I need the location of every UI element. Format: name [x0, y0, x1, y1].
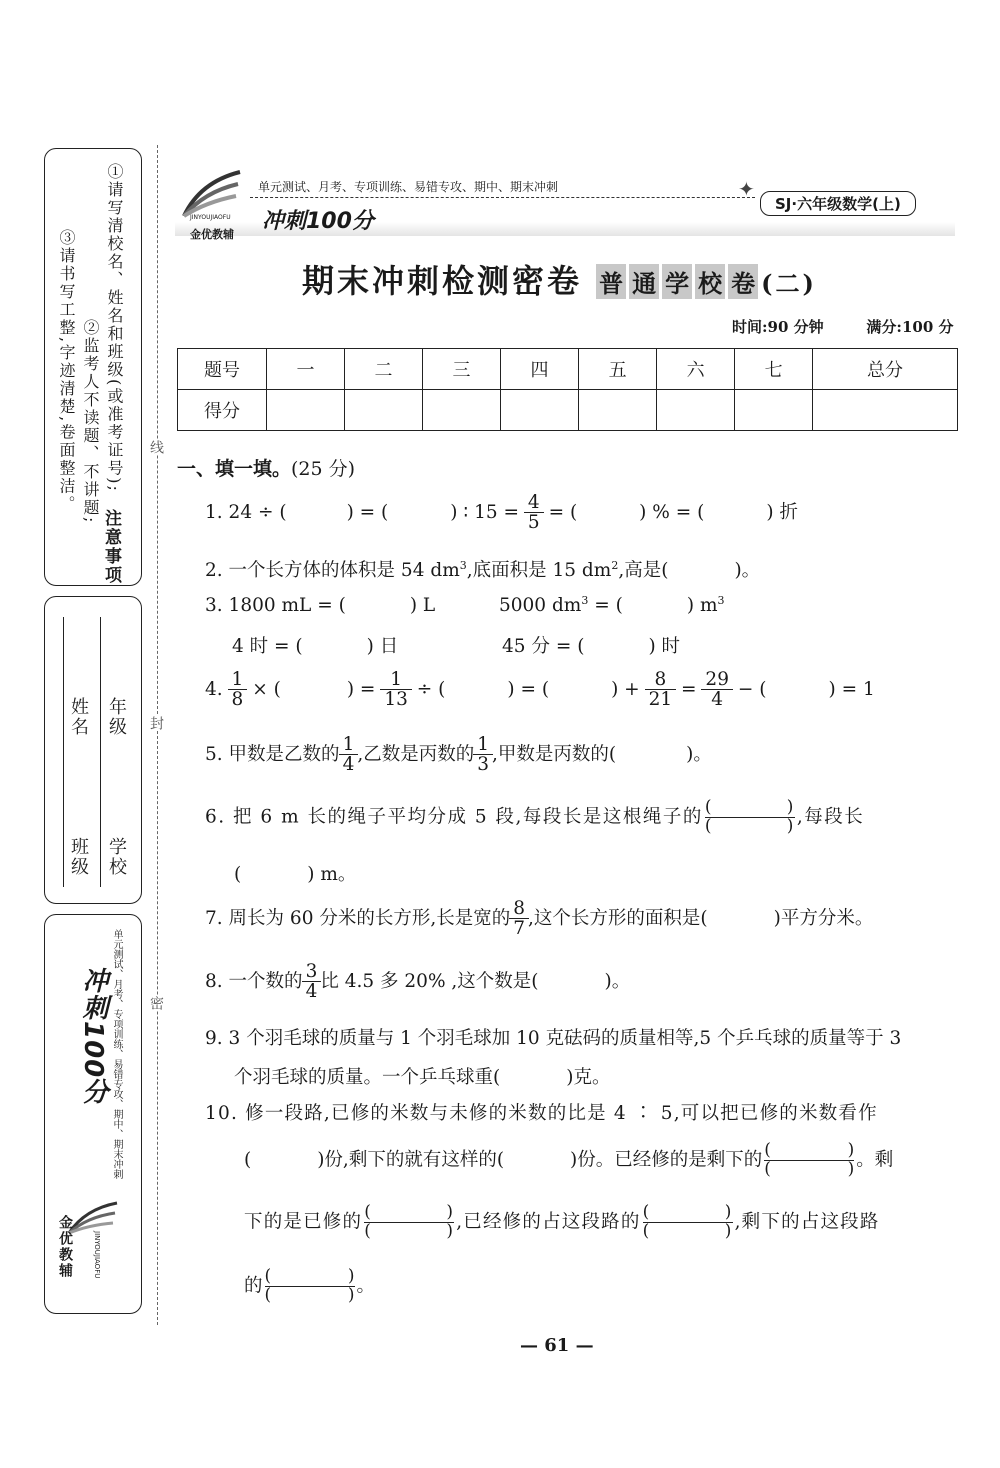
- q-text: ,这个长方形的面积是(: [528, 907, 708, 929]
- q-text: ) L: [409, 595, 436, 617]
- q-text: ,乙数是丙数的: [357, 743, 475, 765]
- q-text: 把 6 m 长的绳子平均分成 5 段,每段长是这根绳子的: [233, 806, 703, 828]
- notice-line-2: ②监考人不读题、不讲题;: [81, 319, 100, 525]
- fraction: $\frac{4}{5}$: [526, 493, 542, 533]
- q-text: = (: [594, 595, 623, 617]
- q-text: (: [244, 1149, 252, 1171]
- section-heading: [177, 454, 355, 481]
- q-text: ) ∶ 15 =: [450, 501, 519, 523]
- score-header-cell: 一: [267, 349, 345, 390]
- q-text: )份。已经修的是剩下的: [570, 1149, 763, 1171]
- title-suffix: (二): [761, 269, 817, 298]
- q-text: ,每段长: [796, 806, 865, 828]
- q-text: ) 折: [766, 501, 798, 523]
- q-text: 的: [244, 1275, 263, 1297]
- score-header-cell: 题号: [178, 349, 267, 390]
- q-text: 。剩: [856, 1149, 894, 1171]
- header-publisher-pinyin: JINYOUJIAOFU: [190, 214, 231, 221]
- fraction: $\frac{8}{21}$: [647, 670, 675, 710]
- ad-brand: 冲刺100分: [78, 967, 108, 1106]
- question-9: [205, 1024, 901, 1050]
- q-text: ) = 1: [828, 678, 875, 700]
- q-text: 甲数是乙数的: [228, 743, 340, 765]
- fraction-blank[interactable]: ( ) ( ): [642, 1202, 733, 1241]
- question-1: [205, 493, 798, 533]
- score-table-header-row: [178, 349, 958, 390]
- q-text: 24 ÷ (: [228, 501, 287, 523]
- question-7: [205, 899, 873, 939]
- header-rule: [250, 197, 755, 198]
- exam-time: 时间:90 分钟: [732, 318, 824, 336]
- q-text: ) = (: [507, 678, 550, 700]
- ad-publisher: 金优教辅: [57, 1215, 73, 1279]
- q-text: 修一段路,已修的米数与未修的米数的比是 4 ∶ 5,可以把已修的米数看作: [245, 1103, 878, 1124]
- q-text: ) 日: [366, 636, 399, 657]
- q-number: 4.: [205, 678, 223, 700]
- fraction: $\frac{1}{3}$: [475, 735, 491, 775]
- question-3-line-2: [232, 632, 680, 658]
- question-10-line-3: [244, 1204, 880, 1241]
- question-10-line-4: [244, 1268, 375, 1305]
- q-text: )份,剩下的就有这样的(: [317, 1149, 505, 1171]
- question-10-line-2: [244, 1142, 893, 1179]
- title-chip-2: 通: [629, 264, 659, 299]
- q-text: − (: [737, 678, 767, 700]
- question-3: 3. 1800 mL = ( ) L 5000 $dm^3$ = ( ) $m^3$: [205, 594, 725, 617]
- q-text: 个羽毛球的质量。一个乒乓球重(: [234, 1067, 501, 1088]
- q-text: ) % = (: [639, 501, 705, 523]
- notice-box: [44, 148, 142, 586]
- q-text: ,已经修的占这段路的: [456, 1211, 641, 1233]
- notice-line-1: ①请写清校名、姓名和班级(或准考证号);: [105, 163, 124, 493]
- exam-full-score: 满分:100 分: [866, 318, 954, 336]
- q-text: ) m。: [307, 864, 357, 885]
- q-text: ) =: [346, 678, 376, 700]
- q-text: × (: [252, 678, 281, 700]
- q-text: ) 时: [648, 636, 681, 657]
- q-text: ) +: [611, 678, 640, 700]
- q-text: = (: [548, 501, 578, 523]
- q-text: ,甲数是丙数的(: [492, 743, 617, 765]
- page-number: — 61 —: [520, 1335, 594, 1356]
- q-text: )平方分米。: [773, 907, 874, 929]
- q-text: 3 个羽毛球的质量与 1 个羽毛球加 10 克砝码的质量相等,5 个乒乓球的质量等于 3: [228, 1028, 902, 1049]
- q-text: ) = (: [346, 501, 389, 523]
- question-2: 2. 一个长方体的体积是 54 $dm^3$,底面积是 15 $dm^2$,高是( )。: [205, 558, 761, 581]
- fraction-blank[interactable]: ( ) ( ): [364, 1202, 455, 1241]
- fraction-blank[interactable]: ( ) ( ): [264, 1266, 355, 1305]
- series-subtitle: 单元测试、月考、专项训练、易错专攻、期中、期末冲刺: [258, 180, 559, 194]
- fraction: $\frac{8}{7}$: [511, 899, 527, 939]
- ad-tagline: 单元测试、月考、专项训练、易错专攻、期中、期末冲刺: [111, 929, 122, 1179]
- q-number: 9.: [205, 1028, 223, 1049]
- score-row-label: 得分: [178, 390, 267, 431]
- score-header-cell: 七: [735, 349, 813, 390]
- q-text: ,剩下的占这段路: [734, 1211, 880, 1233]
- score-input-cell[interactable]: [735, 390, 813, 431]
- q-text: ÷ (: [416, 678, 446, 700]
- school-label: 学校: [106, 837, 127, 877]
- title-main: 期末冲刺检测密卷: [302, 262, 583, 300]
- fraction: $\frac{1}{4}$: [341, 735, 357, 775]
- section-points: (25 分): [291, 458, 356, 480]
- q-text: 45 分 = (: [502, 636, 585, 657]
- score-header-cell: 五: [579, 349, 657, 390]
- q-number: 5.: [205, 743, 223, 765]
- q-text: 5000 dm: [499, 595, 582, 617]
- series-brand: 冲刺100分: [262, 209, 374, 234]
- score-header-cell: 六: [657, 349, 735, 390]
- score-header-cell: 四: [501, 349, 579, 390]
- score-input-cell[interactable]: [579, 390, 657, 431]
- page-title: [302, 256, 817, 302]
- q-text: 周长为 60 分米的长方形,长是宽的: [228, 907, 511, 929]
- grade-subject-tag: SJ·六年级数学(上): [760, 191, 916, 216]
- question-5: [205, 735, 712, 775]
- score-input-cell[interactable]: [267, 390, 345, 431]
- score-table: [177, 348, 958, 431]
- q-text: 4 时 = (: [232, 636, 303, 657]
- q-number: 7.: [205, 907, 223, 929]
- fraction-blank[interactable]: ( ) ( ): [764, 1140, 855, 1179]
- q-text: ,高是(: [618, 560, 669, 581]
- q-text: (: [234, 864, 242, 885]
- fraction: $\frac{29}{4}$: [703, 670, 731, 710]
- question-10: [205, 1099, 878, 1125]
- notice-heading: 注意事项: [101, 509, 121, 585]
- q-text: 一个长方体的体积是 54 dm: [228, 560, 460, 581]
- question-6: [205, 799, 864, 836]
- title-chip-1: 普: [596, 264, 626, 299]
- q-text: )克。: [566, 1067, 611, 1088]
- q-number: 8.: [205, 970, 223, 992]
- question-4: [205, 670, 875, 710]
- score-input-cell[interactable]: [813, 390, 958, 431]
- q-text: )。: [734, 560, 761, 581]
- exam-info: [732, 316, 954, 337]
- q-number: 10.: [205, 1103, 239, 1124]
- fraction: $\frac{1}{8}$: [230, 670, 246, 710]
- cut-word-feng: 封: [148, 716, 164, 730]
- title-chip-3: 学: [662, 264, 692, 299]
- fraction: $\frac{1}{13}$: [382, 670, 410, 710]
- school-field[interactable]: [100, 617, 101, 887]
- section-title: 一、填一填。: [177, 458, 292, 480]
- title-chip-4: 校: [695, 264, 725, 299]
- sparkle-icon: ✦: [738, 177, 755, 201]
- q-text: ,底面积是 15 dm: [466, 560, 612, 581]
- q-text: 。: [356, 1275, 376, 1297]
- cut-word-xian: 线: [148, 440, 164, 454]
- q-text: 下的是已修的: [244, 1211, 363, 1233]
- q-number: 1.: [205, 501, 223, 523]
- q-text: ) m: [686, 595, 718, 617]
- binding-cut-line: [157, 145, 158, 1325]
- q-text: 1800 mL = (: [228, 595, 346, 617]
- score-input-cell[interactable]: [345, 390, 423, 431]
- score-input-cell[interactable]: [423, 390, 501, 431]
- score-table-score-row: [178, 390, 958, 431]
- score-header-cell: 总分: [813, 349, 958, 390]
- q-number: 6.: [205, 806, 226, 828]
- publisher-ad-box: [44, 914, 142, 1314]
- fraction: $\frac{3}{4}$: [304, 962, 320, 1002]
- q-text: =: [681, 678, 697, 700]
- q-number: 3.: [205, 595, 223, 617]
- ad-publisher-pinyin: JINYOUJIAOFU: [93, 1231, 101, 1279]
- fraction-blank[interactable]: ( ) ( ): [704, 797, 795, 836]
- header-publisher: 金优教辅: [190, 228, 234, 241]
- class-label: 班级: [68, 837, 89, 877]
- score-input-cell[interactable]: [657, 390, 735, 431]
- class-field[interactable]: [63, 617, 64, 887]
- cut-word-mi: 密: [148, 996, 164, 1010]
- title-chip-5: 卷: [728, 264, 758, 299]
- q-text: 比 4.5 多 20% ,这个数是(: [320, 970, 539, 992]
- notice-line-3: ③请书写工整,字迹清楚,卷面整洁。: [57, 229, 76, 514]
- grade-label: 年级: [106, 697, 127, 737]
- score-header-cell: 三: [423, 349, 501, 390]
- q-text: )。: [604, 970, 631, 992]
- q-text: )。: [686, 743, 712, 765]
- question-6-line-2: [234, 860, 356, 886]
- name-label: 姓名: [68, 697, 89, 737]
- score-header-cell: 二: [345, 349, 423, 390]
- question-8: [205, 962, 630, 1002]
- q-text: 一个数的: [228, 970, 303, 992]
- question-9-line-2: [234, 1063, 610, 1089]
- q-number: 2.: [205, 560, 223, 581]
- score-input-cell[interactable]: [501, 390, 579, 431]
- student-info-box: [44, 596, 142, 904]
